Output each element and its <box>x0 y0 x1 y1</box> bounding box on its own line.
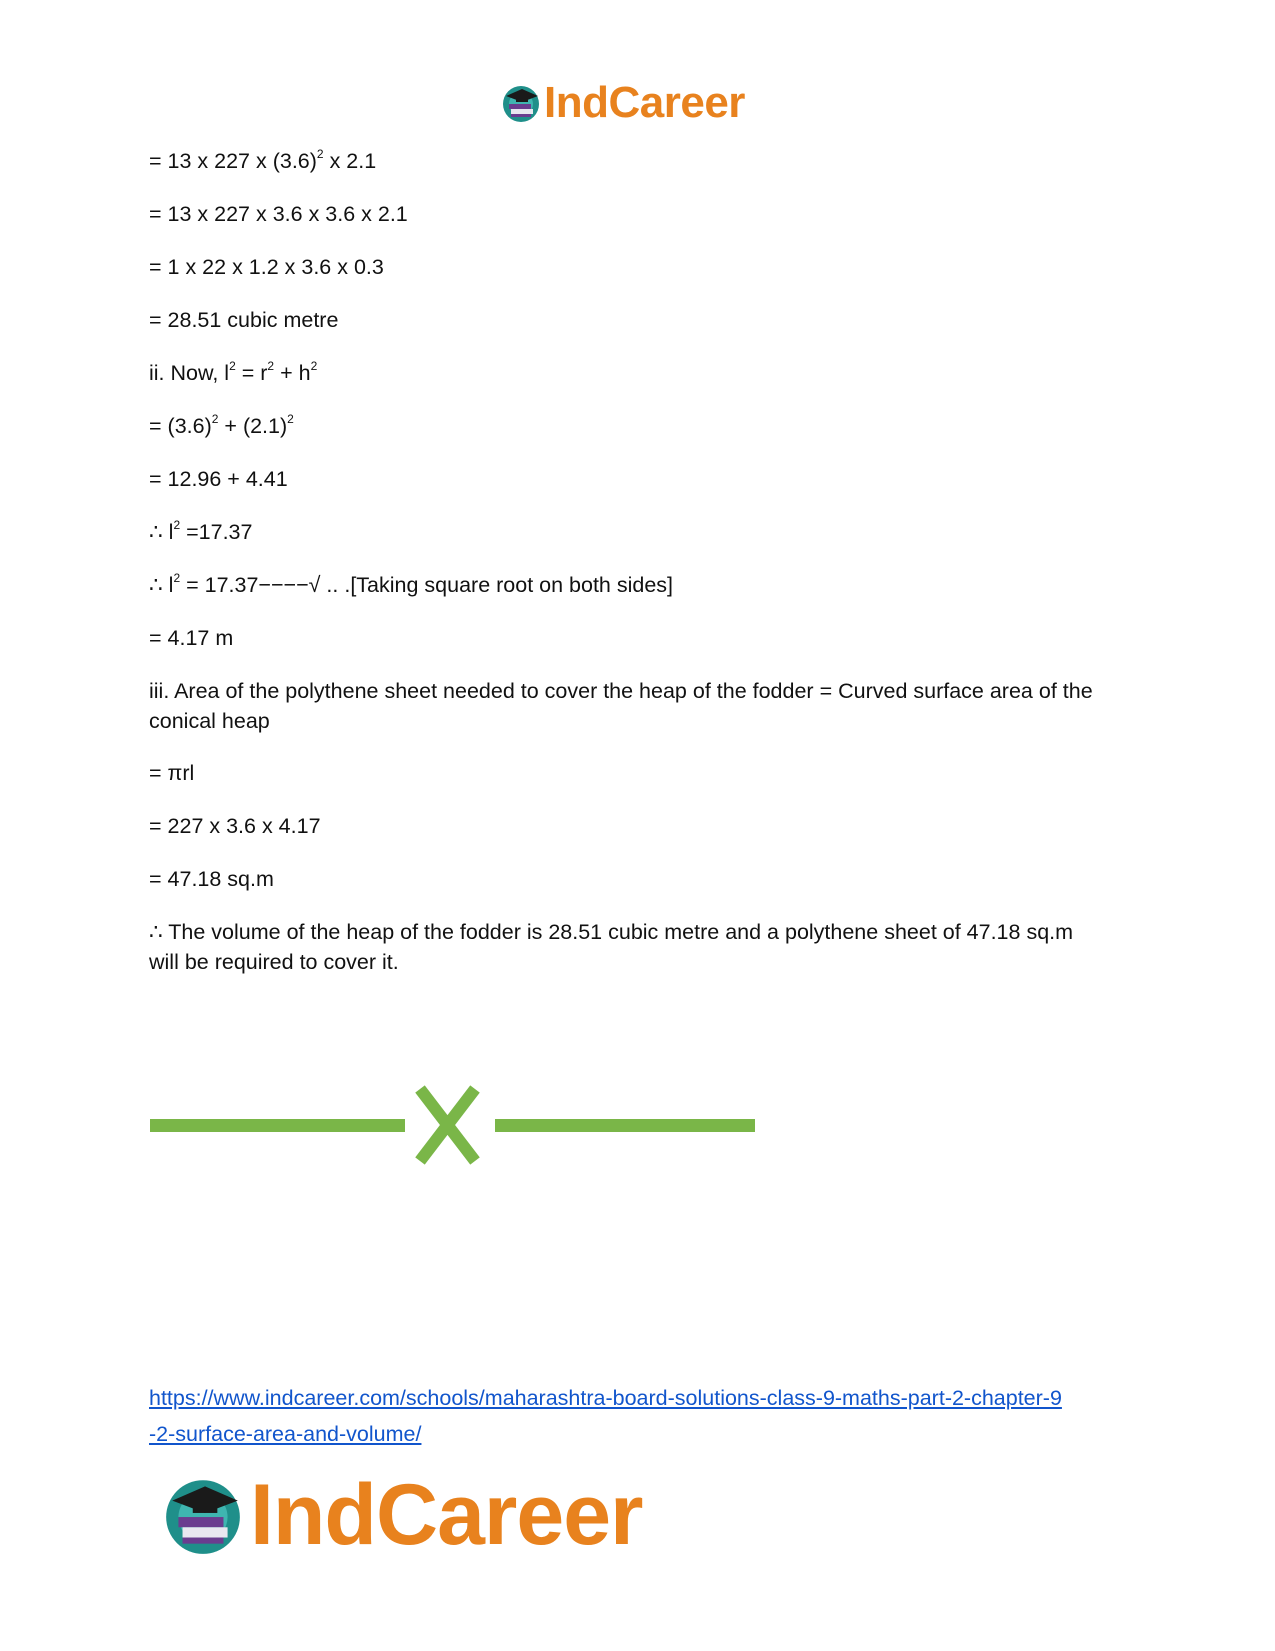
equation-line: = 13 x 227 x $(3.6)^2$ x 2.1 <box>149 146 377 173</box>
divider-x-mark <box>420 1089 475 1161</box>
equation-line: ∴ $l^2 =17.37$ <box>149 517 253 544</box>
equation-line: = πrl <box>149 761 195 785</box>
source-link-line-2[interactable]: -2-surface-area-and-volume/ <box>149 1422 422 1446</box>
divider-line-left <box>150 1119 405 1132</box>
source-link[interactable] <box>149 1380 1139 1452</box>
graduation-cap-books-globe-icon <box>500 82 542 124</box>
equation-line: = 12.96 + 4.41 <box>149 467 288 491</box>
equation-line: = 1 x 22 x 1.2 x 3.6 x 0.3 <box>149 255 384 279</box>
equation-line: = 13 x 227 x 3.6 x 3.6 x 2.1 <box>149 202 408 226</box>
graduation-cap-books-globe-icon <box>160 1472 246 1558</box>
slant-height-result: = 4.17 m <box>149 626 234 650</box>
conclusion-paragraph: ∴ The volume of the heap of the fodder is 28.51 cubic metre and a polythene sheet of 47.18 sq.m will be required to cover it. <box>149 920 1080 974</box>
source-link-line-1[interactable]: https://www.indcareer.com/schools/maharashtra-board-solutions-class-9-maths-part-2-chapter-9 <box>149 1386 1062 1410</box>
logo-text: IndCareer <box>250 1466 643 1563</box>
equation-line: = 227 x 3.6 x 4.17 <box>149 814 321 838</box>
logo-text: IndCareer <box>544 78 745 127</box>
volume-result: = 28.51 cubic metre <box>149 308 339 332</box>
area-result: = 47.18 sq.m <box>149 867 274 891</box>
equation-line: = $(3.6)^2 + (2.1)^2$ <box>149 411 294 438</box>
equation-line: ∴ $l^2 = 17.37----√$ .. .[Taking square root on both sides] <box>149 570 674 597</box>
paragraph: iii. Area of the polythene sheet needed to cover the heap of the fodder = Curved surface area of the conical heap <box>149 679 1099 733</box>
header-logo <box>500 78 745 128</box>
footer-logo <box>160 1466 643 1563</box>
equation-line: ii. Now, $l^2 = r^2 + h^2$ <box>149 358 318 385</box>
section-divider <box>150 1085 755 1165</box>
divider-line-right <box>495 1119 755 1132</box>
